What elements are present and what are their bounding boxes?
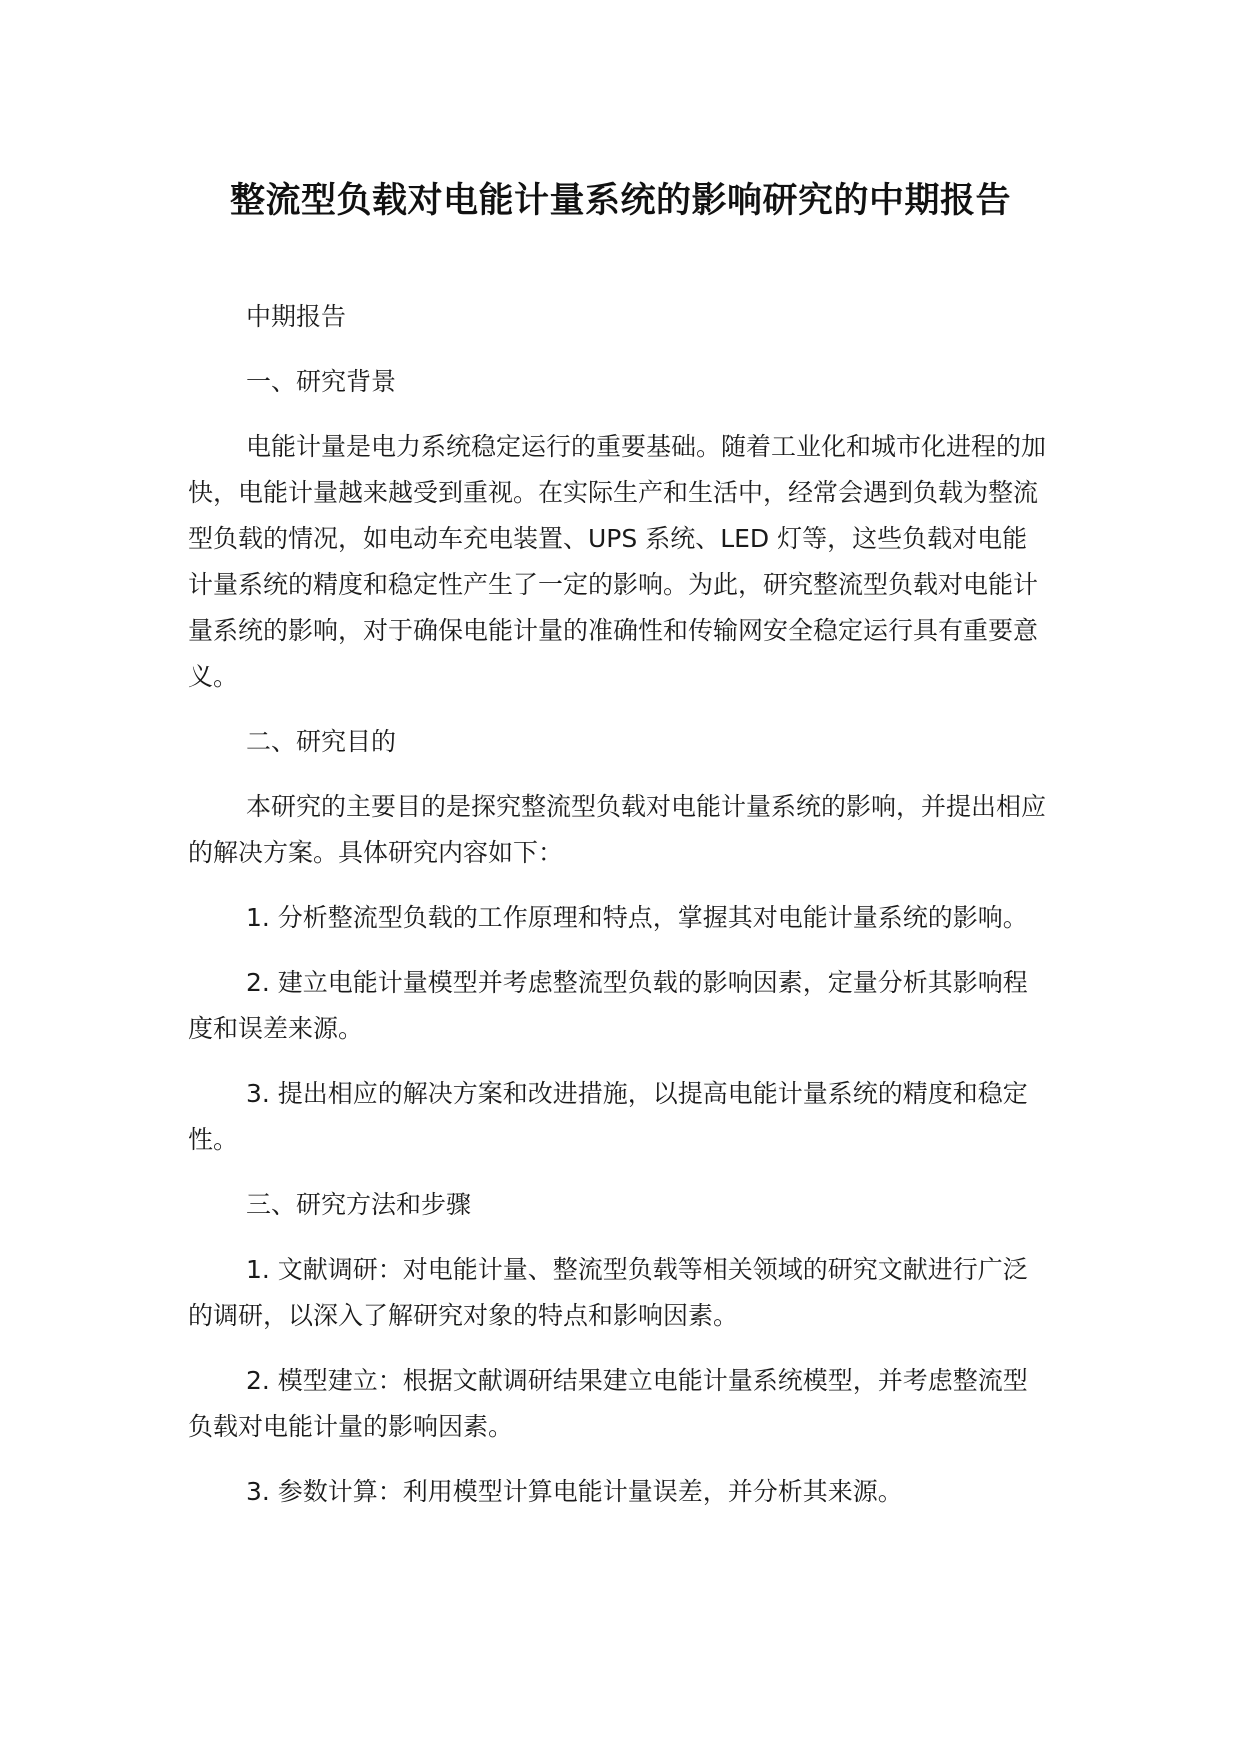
heading-methods-steps: 三、研究方法和步骤: [246, 1190, 472, 1219]
list-item-purpose-3: 3. 提出相应的解决方案和改进措施，以提高电能计量系统的精度和稳定性。: [188, 1079, 1028, 1154]
list-item-purpose-1: 1. 分析整流型负载的工作原理和特点，掌握其对电能计量系统的影响。: [246, 903, 1028, 932]
paragraph-report-label: 中期报告: [246, 302, 347, 331]
list-item-method-3: 3. 参数计算：利用模型计算电能计量误差，并分析其来源。: [246, 1477, 903, 1506]
paragraph-background: 电能计量是电力系统稳定运行的重要基础。随着工业化和城市化进程的加快，电能计量越来越受到重视。在实际生产和生活中，经常会遇到负载为整流型负载的情况，如电动车充电装置、UPS 系统、LED 灯等，这些负载对电能计量系统的精度和稳定性产生了一定的影响。为此，研究整流型负载对电能计量系统的影响，对于确保电能计量的准确性和传输网安全稳定运行具有重要意义。: [188, 432, 1047, 691]
document-body: [188, 294, 1048, 1515]
document-title: 整流型负载对电能计量系统的影响研究的中期报告: [229, 181, 1011, 221]
heading-research-purpose: 二、研究目的: [246, 727, 397, 756]
list-item-method-2: 2. 模型建立：根据文献调研结果建立电能计量系统模型，并考虑整流型负载对电能计量的影响因素。: [188, 1366, 1028, 1441]
paragraph-purpose: 本研究的主要目的是探究整流型负载对电能计量系统的影响，并提出相应的解决方案。具体研究内容如下：: [188, 792, 1047, 867]
heading-research-background: 一、研究背景: [246, 367, 397, 396]
list-item-purpose-2: 2. 建立电能计量模型并考虑整流型负载的影响因素，定量分析其影响程度和误差来源。: [188, 968, 1028, 1043]
list-item-method-1: 1. 文献调研：对电能计量、整流型负载等相关领域的研究文献进行广泛的调研，以深入了解研究对象的特点和影响因素。: [188, 1255, 1028, 1330]
